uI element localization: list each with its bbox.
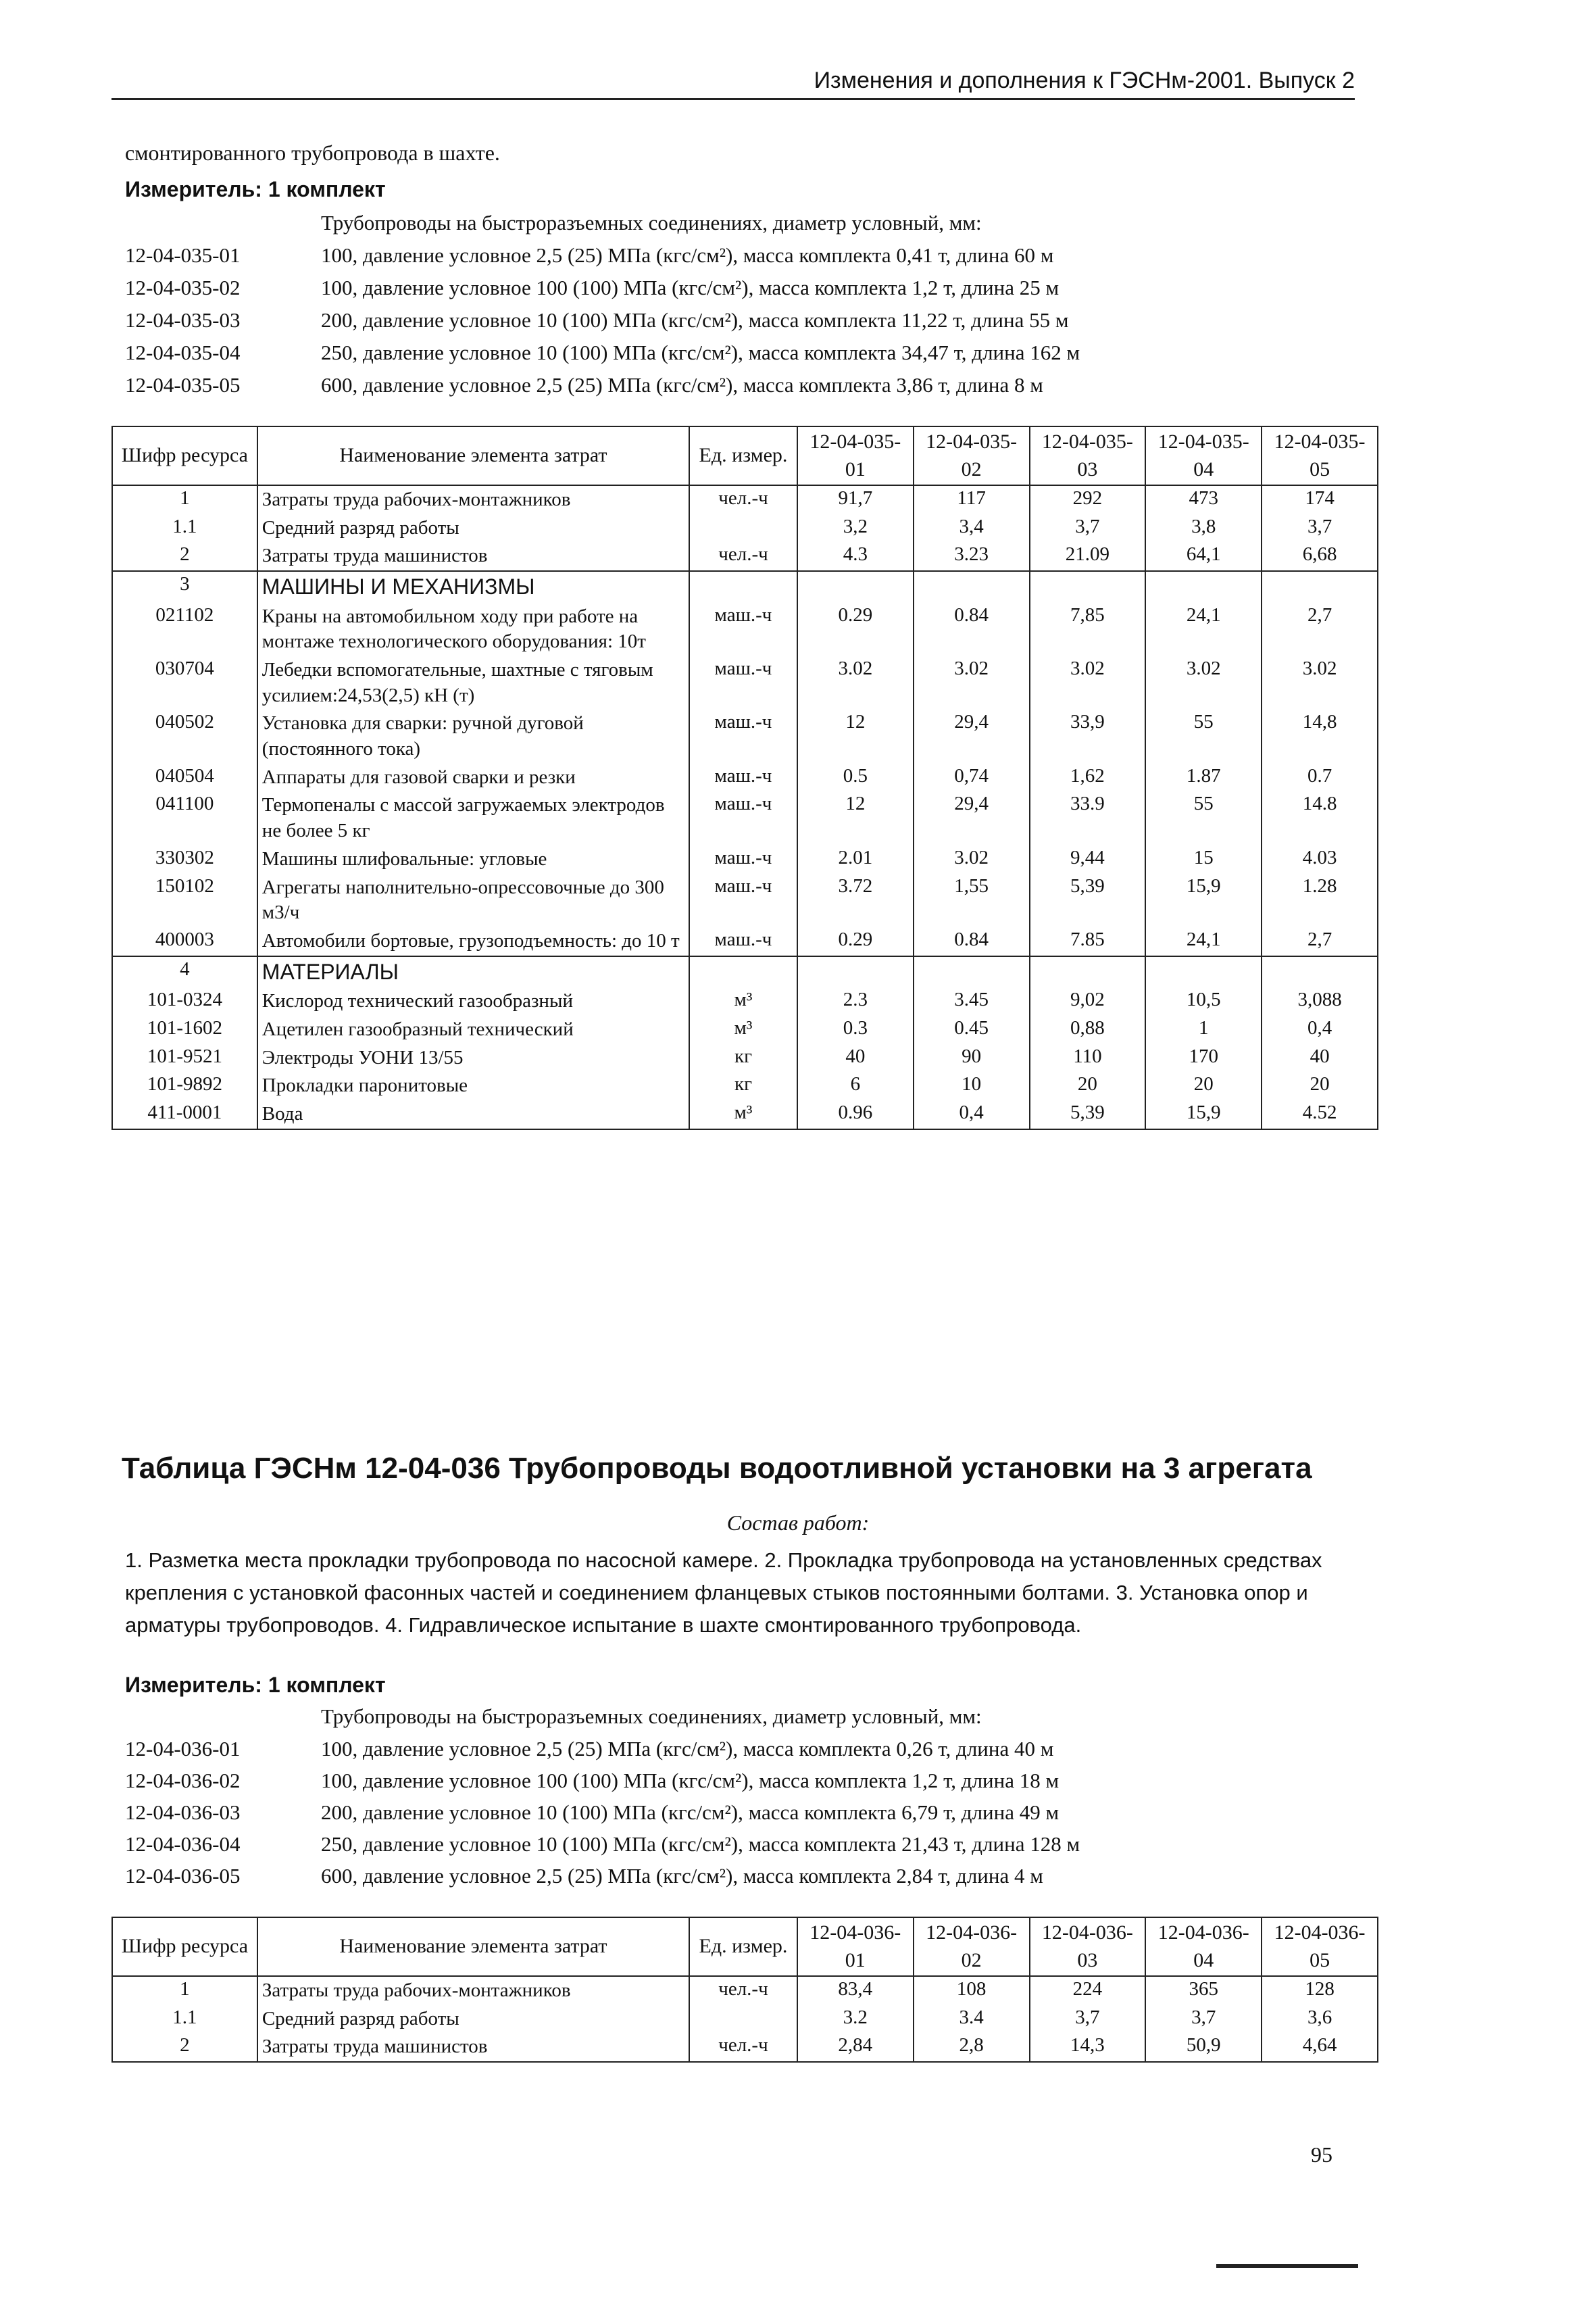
col-header-name: Наименование элемента затрат xyxy=(257,426,689,485)
unit-cell: чел.-ч xyxy=(689,485,797,514)
value-cell: 55 xyxy=(1145,710,1262,763)
variant-code: 12-04-036-04 xyxy=(125,1832,241,1856)
value-cell: 1,55 xyxy=(914,874,1030,927)
variants-title-1: Трубопроводы на быстроразъемных соединениях, диаметр условный, мм: xyxy=(321,211,982,235)
value-cell: 2.3 xyxy=(797,987,914,1016)
table-row xyxy=(112,603,1378,656)
resource-name: Установка для сварки: ручной дуговой (постоянного тока) xyxy=(257,710,689,763)
value-cell: 3.02 xyxy=(797,656,914,710)
resource-code: 1.1 xyxy=(112,2005,257,2034)
unit-cell: маш.-ч xyxy=(689,927,797,956)
resource-code: 021102 xyxy=(112,603,257,656)
unit-cell: м³ xyxy=(689,1016,797,1044)
table-row xyxy=(112,845,1378,874)
value-cell: 3,7 xyxy=(1145,2005,1262,2034)
value-cell: 473 xyxy=(1145,485,1262,514)
value-cell xyxy=(914,956,1030,988)
variant-description: 200, давление условное 10 (100) МПа (кгс/см²), масса комплекта 6,79 т, длина 49 м xyxy=(321,1800,1059,1824)
unit-cell: м³ xyxy=(689,987,797,1016)
unit-cell: кг xyxy=(689,1072,797,1100)
value-cell: 110 xyxy=(1030,1044,1146,1073)
variant-code: 12-04-035-05 xyxy=(125,373,241,397)
col-header-variant: 12-04-036-02 xyxy=(914,1917,1030,1976)
value-cell: 15,9 xyxy=(1145,874,1262,927)
value-cell: 12 xyxy=(797,791,914,845)
variant-description: 600, давление условное 2,5 (25) МПа (кгс/см²), масса комплекта 2,84 т, длина 4 м xyxy=(321,1864,1043,1888)
col-header-unit: Ед. измер. xyxy=(689,1917,797,1976)
value-cell: 174 xyxy=(1262,485,1378,514)
resource-code: 411-0001 xyxy=(112,1100,257,1129)
value-cell: 2,7 xyxy=(1262,603,1378,656)
variant-code: 12-04-036-01 xyxy=(125,1737,241,1761)
value-cell xyxy=(1030,571,1146,603)
variant-description: 100, давление условное 100 (100) МПа (кгс/см²), масса комплекта 1,2 т, длина 18 м xyxy=(321,1769,1059,1792)
value-cell: 24,1 xyxy=(1145,927,1262,956)
variant-description: 600, давление условное 2,5 (25) МПа (кгс/см²), масса комплекта 3,86 т, длина 8 м xyxy=(321,373,1043,397)
value-cell: 83,4 xyxy=(797,1976,914,2005)
col-header-variant: 12-04-036-01 xyxy=(797,1917,914,1976)
value-cell: 10,5 xyxy=(1145,987,1262,1016)
value-cell: 3.4 xyxy=(914,2005,1030,2034)
resource-code: 101-9892 xyxy=(112,1072,257,1100)
resource-table-036 xyxy=(111,1917,1378,2063)
value-cell: 4.03 xyxy=(1262,845,1378,874)
resource-code: 1 xyxy=(112,485,257,514)
lead-line: смонтированного трубопровода в шахте. xyxy=(125,141,500,165)
table-row xyxy=(112,874,1378,927)
col-header-variant: 12-04-035-02 xyxy=(914,426,1030,485)
value-cell: 10 xyxy=(914,1072,1030,1100)
resource-name: Средний разряд работы xyxy=(257,514,689,543)
value-cell: 15,9 xyxy=(1145,1100,1262,1129)
variant-code: 12-04-035-04 xyxy=(125,341,241,364)
value-cell: 3.02 xyxy=(1262,656,1378,710)
value-cell: 7.85 xyxy=(1030,927,1146,956)
resource-name: Краны на автомобильном ходу при работе на монтаже технологического оборудования: 10т xyxy=(257,603,689,656)
table-row xyxy=(112,1044,1378,1073)
col-header-code: Шифр ресурса xyxy=(112,426,257,485)
table-row xyxy=(112,927,1378,956)
value-cell xyxy=(1262,956,1378,988)
value-cell: 7,85 xyxy=(1030,603,1146,656)
value-cell: 14.8 xyxy=(1262,791,1378,845)
col-header-variant: 12-04-035-01 xyxy=(797,426,914,485)
resource-name: Вода xyxy=(257,1100,689,1129)
table-row xyxy=(112,485,1378,514)
value-cell: 0,4 xyxy=(1262,1016,1378,1044)
value-cell: 40 xyxy=(797,1044,914,1073)
variants-title-2: Трубопроводы на быстроразъемных соединениях, диаметр условный, мм: xyxy=(321,1704,982,1728)
unit-cell: чел.-ч xyxy=(689,542,797,571)
value-cell: 3.2 xyxy=(797,2005,914,2034)
resource-name: Средний разряд работы xyxy=(257,2005,689,2034)
unit-cell: маш.-ч xyxy=(689,656,797,710)
scan-artifact-bar xyxy=(1216,2264,1358,2268)
col-header-variant: 12-04-035-03 xyxy=(1030,426,1146,485)
value-cell: 90 xyxy=(914,1044,1030,1073)
variant-code: 12-04-036-05 xyxy=(125,1864,241,1888)
value-cell: 15 xyxy=(1145,845,1262,874)
resource-code: 030704 xyxy=(112,656,257,710)
table-row xyxy=(112,1072,1378,1100)
table-row xyxy=(112,1016,1378,1044)
value-cell: 6 xyxy=(797,1072,914,1100)
resource-code: 1.1 xyxy=(112,514,257,543)
resource-name: Затраты труда рабочих-монтажников xyxy=(257,485,689,514)
variant-description: 100, давление условное 2,5 (25) МПа (кгс/см²), масса комплекта 0,26 т, длина 40 м xyxy=(321,1737,1054,1761)
value-cell xyxy=(1030,956,1146,988)
value-cell xyxy=(1262,571,1378,603)
variant-code: 12-04-035-03 xyxy=(125,308,241,332)
table-row xyxy=(112,2033,1378,2062)
resource-name: МАТЕРИАЛЫ xyxy=(257,956,689,988)
unit-cell: м³ xyxy=(689,1100,797,1129)
value-cell: 5,39 xyxy=(1030,874,1146,927)
value-cell: 3,088 xyxy=(1262,987,1378,1016)
resource-name: Лебедки вспомогательные, шахтные с тяговым усилием:24,53(2,5) кН (т) xyxy=(257,656,689,710)
value-cell: 3.72 xyxy=(797,874,914,927)
value-cell xyxy=(1145,956,1262,988)
table-row xyxy=(112,514,1378,543)
value-cell: 21.09 xyxy=(1030,542,1146,571)
resource-code: 330302 xyxy=(112,845,257,874)
value-cell: 55 xyxy=(1145,791,1262,845)
meter-label-2: Измеритель: 1 комплект xyxy=(125,1673,386,1697)
table-row xyxy=(112,987,1378,1016)
resource-name: Затраты труда рабочих-монтажников xyxy=(257,1976,689,2005)
table-header-row xyxy=(112,1917,1378,1976)
resource-code: 150102 xyxy=(112,874,257,927)
variant-code: 12-04-036-02 xyxy=(125,1769,241,1792)
resource-name: Термопеналы с массой загружаемых электродов не более 5 кг xyxy=(257,791,689,845)
running-header: Изменения и дополнения к ГЭСНм-2001. Выпуск 2 xyxy=(111,68,1355,100)
value-cell: 170 xyxy=(1145,1044,1262,1073)
value-cell: 3,8 xyxy=(1145,514,1262,543)
value-cell: 224 xyxy=(1030,1976,1146,2005)
value-cell: 4,64 xyxy=(1262,2033,1378,2062)
value-cell: 2,7 xyxy=(1262,927,1378,956)
table-row xyxy=(112,791,1378,845)
resource-code: 101-9521 xyxy=(112,1044,257,1073)
variant-description: 250, давление условное 10 (100) МПа (кгс/см²), масса комплекта 34,47 т, длина 162 м xyxy=(321,341,1080,364)
value-cell: 0.7 xyxy=(1262,764,1378,792)
resource-code: 3 xyxy=(112,571,257,603)
unit-cell xyxy=(689,571,797,603)
resource-code: 1 xyxy=(112,1976,257,2005)
table-row xyxy=(112,1100,1378,1129)
value-cell: 33.9 xyxy=(1030,791,1146,845)
col-header-name: Наименование элемента затрат xyxy=(257,1917,689,1976)
variant-description: 200, давление условное 10 (100) МПа (кгс/см²), масса комплекта 11,22 т, длина 55 м xyxy=(321,308,1069,332)
unit-cell: маш.-ч xyxy=(689,710,797,763)
value-cell: 128 xyxy=(1262,1976,1378,2005)
value-cell: 33,9 xyxy=(1030,710,1146,763)
value-cell: 2,84 xyxy=(797,2033,914,2062)
value-cell: 3,7 xyxy=(1030,514,1146,543)
resource-code: 400003 xyxy=(112,927,257,956)
col-header-variant: 12-04-035-05 xyxy=(1262,426,1378,485)
value-cell: 91,7 xyxy=(797,485,914,514)
col-header-variant: 12-04-036-03 xyxy=(1030,1917,1146,1976)
value-cell: 0.5 xyxy=(797,764,914,792)
value-cell: 24,1 xyxy=(1145,603,1262,656)
table-row xyxy=(112,656,1378,710)
resource-name: Машины шлифовальные: угловые xyxy=(257,845,689,874)
value-cell: 14,8 xyxy=(1262,710,1378,763)
value-cell: 3,4 xyxy=(914,514,1030,543)
value-cell: 0,74 xyxy=(914,764,1030,792)
value-cell: 5,39 xyxy=(1030,1100,1146,1129)
unit-cell: чел.-ч xyxy=(689,1976,797,2005)
value-cell: 0.3 xyxy=(797,1016,914,1044)
work-composition-text: 1. Разметка места прокладки трубопровода по насосной камере. 2. Прокладка трубопровода на установленных средствах крепления с установкой фасонных частей и соединением фланцевых стыков постоянными болтами. 3. Установка опор и арматуры трубопроводов. 4. Гидравлическое испытание в шахте смонтированного трубопровода. xyxy=(125,1548,1322,1638)
value-cell: 0.96 xyxy=(797,1100,914,1129)
table-row xyxy=(112,710,1378,763)
value-cell: 3.45 xyxy=(914,987,1030,1016)
value-cell: 0,88 xyxy=(1030,1016,1146,1044)
resource-code: 040502 xyxy=(112,710,257,763)
resource-name: МАШИНЫ И МЕХАНИЗМЫ xyxy=(257,571,689,603)
unit-cell: маш.-ч xyxy=(689,603,797,656)
meter-label-1: Измеритель: 1 комплект xyxy=(125,177,386,201)
value-cell: 1.28 xyxy=(1262,874,1378,927)
resource-name: Аппараты для газовой сварки и резки xyxy=(257,764,689,792)
value-cell: 4.3 xyxy=(797,542,914,571)
resource-code: 101-1602 xyxy=(112,1016,257,1044)
value-cell: 3.02 xyxy=(1145,656,1262,710)
value-cell: 3.23 xyxy=(914,542,1030,571)
value-cell: 12 xyxy=(797,710,914,763)
variant-description: 250, давление условное 10 (100) МПа (кгс/см²), масса комплекта 21,43 т, длина 128 м xyxy=(321,1832,1080,1856)
variant-code: 12-04-035-01 xyxy=(125,243,241,267)
value-cell: 29,4 xyxy=(914,791,1030,845)
value-cell: 2.01 xyxy=(797,845,914,874)
value-cell: 3.02 xyxy=(914,845,1030,874)
value-cell: 64,1 xyxy=(1145,542,1262,571)
resource-table-035 xyxy=(111,426,1378,1130)
value-cell: 0.84 xyxy=(914,603,1030,656)
variant-code: 12-04-035-02 xyxy=(125,276,241,299)
value-cell: 3.02 xyxy=(1030,656,1146,710)
value-cell: 9,44 xyxy=(1030,845,1146,874)
resource-name: Агрегаты наполнительно-опрессовочные до 300 м3/ч xyxy=(257,874,689,927)
value-cell: 20 xyxy=(1030,1072,1146,1100)
value-cell: 3.02 xyxy=(914,656,1030,710)
section-row xyxy=(112,571,1378,603)
unit-cell xyxy=(689,514,797,543)
value-cell: 0.84 xyxy=(914,927,1030,956)
resource-name: Затраты труда машинистов xyxy=(257,542,689,571)
resource-name: Затраты труда машинистов xyxy=(257,2033,689,2062)
resource-code: 101-0324 xyxy=(112,987,257,1016)
value-cell: 29,4 xyxy=(914,710,1030,763)
value-cell: 6,68 xyxy=(1262,542,1378,571)
table-row xyxy=(112,542,1378,571)
value-cell: 2,8 xyxy=(914,2033,1030,2062)
col-header-unit: Ед. измер. xyxy=(689,426,797,485)
table-header-row xyxy=(112,426,1378,485)
unit-cell: маш.-ч xyxy=(689,791,797,845)
value-cell: 108 xyxy=(914,1976,1030,2005)
unit-cell: маш.-ч xyxy=(689,845,797,874)
variant-code: 12-04-036-03 xyxy=(125,1800,241,1824)
table-row xyxy=(112,1976,1378,2005)
value-cell: 3,2 xyxy=(797,514,914,543)
table-row xyxy=(112,764,1378,792)
col-header-code: Шифр ресурса xyxy=(112,1917,257,1976)
unit-cell: маш.-ч xyxy=(689,764,797,792)
unit-cell: маш.-ч xyxy=(689,874,797,927)
resource-code: 2 xyxy=(112,542,257,571)
resource-code: 2 xyxy=(112,2033,257,2062)
value-cell: 0.45 xyxy=(914,1016,1030,1044)
value-cell xyxy=(797,571,914,603)
table-row xyxy=(112,2005,1378,2034)
resource-code: 4 xyxy=(112,956,257,988)
resource-name: Прокладки паронитовые xyxy=(257,1072,689,1100)
col-header-variant: 12-04-036-04 xyxy=(1145,1917,1262,1976)
value-cell: 20 xyxy=(1262,1072,1378,1100)
work-composition-label: Состав работ: xyxy=(726,1510,870,1535)
unit-cell xyxy=(689,956,797,988)
page-number: 95 xyxy=(1311,2142,1332,2167)
resource-name: Ацетилен газообразный технический xyxy=(257,1016,689,1044)
resource-code: 041100 xyxy=(112,791,257,845)
resource-name: Кислород технический газообразный xyxy=(257,987,689,1016)
value-cell: 1.87 xyxy=(1145,764,1262,792)
section-row xyxy=(112,956,1378,988)
value-cell: 3,7 xyxy=(1262,514,1378,543)
value-cell: 40 xyxy=(1262,1044,1378,1073)
section-title: Таблица ГЭСНм 12-04-036 Трубопроводы водоотливной установки на 3 агрегата xyxy=(122,1452,1312,1485)
col-header-variant: 12-04-035-04 xyxy=(1145,426,1262,485)
unit-cell: кг xyxy=(689,1044,797,1073)
unit-cell: чел.-ч xyxy=(689,2033,797,2062)
value-cell: 1,62 xyxy=(1030,764,1146,792)
col-header-variant: 12-04-036-05 xyxy=(1262,1917,1378,1976)
value-cell: 3,6 xyxy=(1262,2005,1378,2034)
resource-code: 040504 xyxy=(112,764,257,792)
variant-description: 100, давление условное 100 (100) МПа (кгс/см²), масса комплекта 1,2 т, длина 25 м xyxy=(321,276,1059,299)
value-cell: 365 xyxy=(1145,1976,1262,2005)
resource-name: Электроды УОНИ 13/55 xyxy=(257,1044,689,1073)
value-cell: 50,9 xyxy=(1145,2033,1262,2062)
value-cell: 20 xyxy=(1145,1072,1262,1100)
value-cell: 9,02 xyxy=(1030,987,1146,1016)
value-cell: 0.29 xyxy=(797,927,914,956)
value-cell xyxy=(914,571,1030,603)
value-cell: 14,3 xyxy=(1030,2033,1146,2062)
value-cell: 0,4 xyxy=(914,1100,1030,1129)
variant-description: 100, давление условное 2,5 (25) МПа (кгс/см²), масса комплекта 0,41 т, длина 60 м xyxy=(321,243,1054,267)
value-cell: 1 xyxy=(1145,1016,1262,1044)
value-cell xyxy=(1145,571,1262,603)
value-cell: 4.52 xyxy=(1262,1100,1378,1129)
resource-name: Автомобили бортовые, грузоподъемность: до 10 т xyxy=(257,927,689,956)
value-cell: 3,7 xyxy=(1030,2005,1146,2034)
value-cell: 0.29 xyxy=(797,603,914,656)
value-cell xyxy=(797,956,914,988)
unit-cell xyxy=(689,2005,797,2034)
value-cell: 117 xyxy=(914,485,1030,514)
value-cell: 292 xyxy=(1030,485,1146,514)
